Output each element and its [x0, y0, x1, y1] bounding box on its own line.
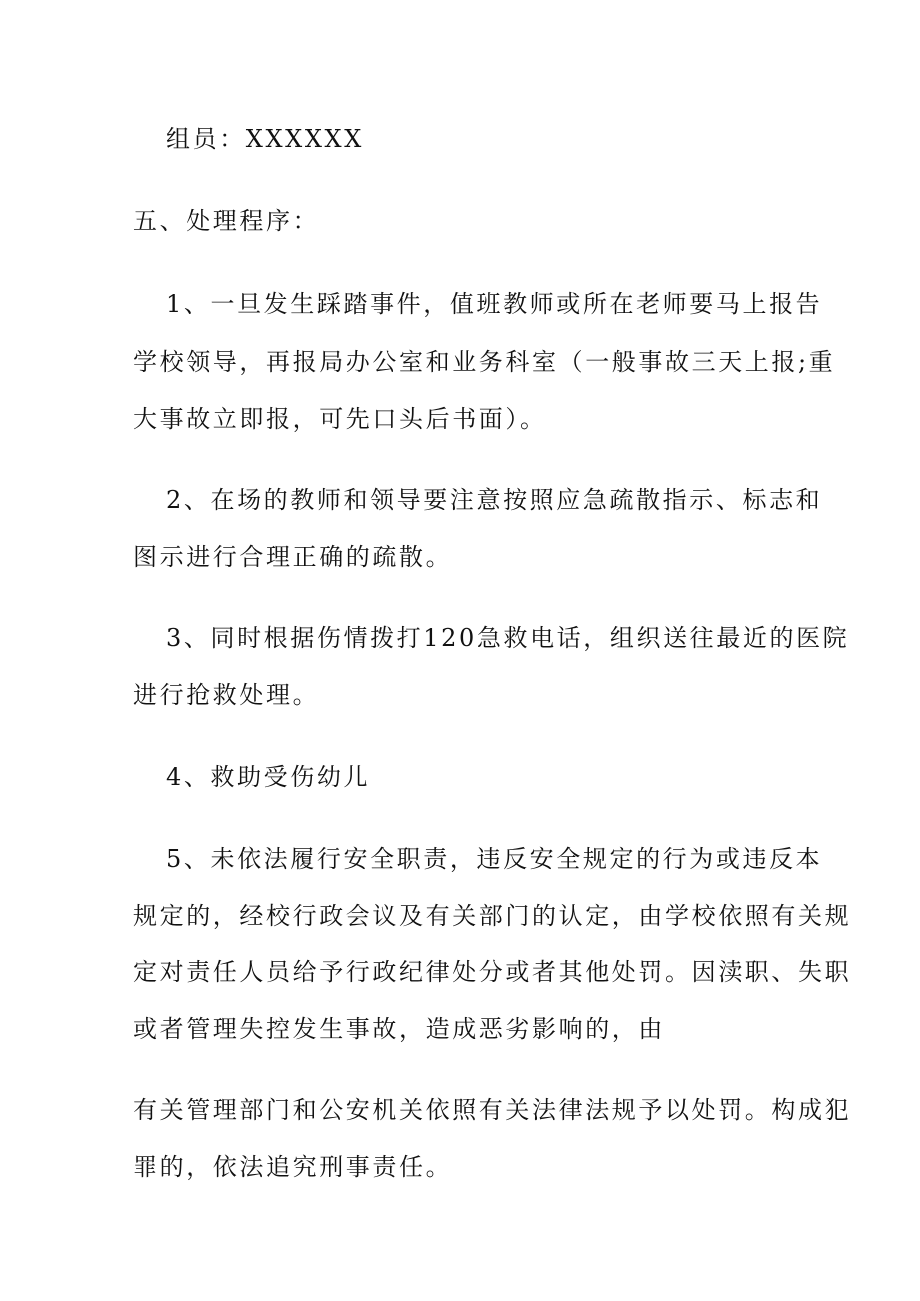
item-3-line-2: 进行抢救处理。 — [133, 681, 320, 709]
continuation-line-2: 罪的，依法追究刑事责任。 — [133, 1153, 453, 1181]
item-2-line-2: 图示进行合理正确的疏散。 — [133, 543, 453, 571]
item-1-line-1: 1、一旦发生踩踏事件，值班教师或所在老师要马上报告 — [166, 290, 823, 318]
continuation-line-1: 有关管理部门和公安机关依照有关法律法规予以处罚。构成犯 — [133, 1096, 852, 1124]
item-5-line-2: 规定的，经校行政会议及有关部门的认定，由学校依照有关规 — [133, 902, 852, 930]
item-4-line-1: 4、救助受伤幼儿 — [166, 763, 371, 791]
item-5-line-3: 定对责任人员给予行政纪律处分或者其他处罚。因渎职、失职 — [133, 958, 852, 986]
item-5-line-4: 或者管理失控发生事故，造成恶劣影响的，由 — [133, 1015, 665, 1043]
member-line: 组员：XXXXXX — [166, 125, 364, 153]
item-3-line-1: 3、同时根据伤情拨打120急救电话，组织送往最近的医院 — [166, 624, 850, 652]
section-heading: 五、处理程序： — [133, 207, 320, 235]
item-2-line-1: 2、在场的教师和领导要注意按照应急疏散指示、标志和 — [166, 486, 823, 514]
item-1-line-3: 大事故立即报，可先口头后书面）。 — [133, 405, 547, 433]
item-5-line-1: 5、未依法履行安全职责，违反安全规定的行为或违反本 — [166, 845, 823, 873]
item-1-line-2: 学校领导，再报局办公室和业务科室（一般事故三天上报;重 — [133, 348, 836, 376]
